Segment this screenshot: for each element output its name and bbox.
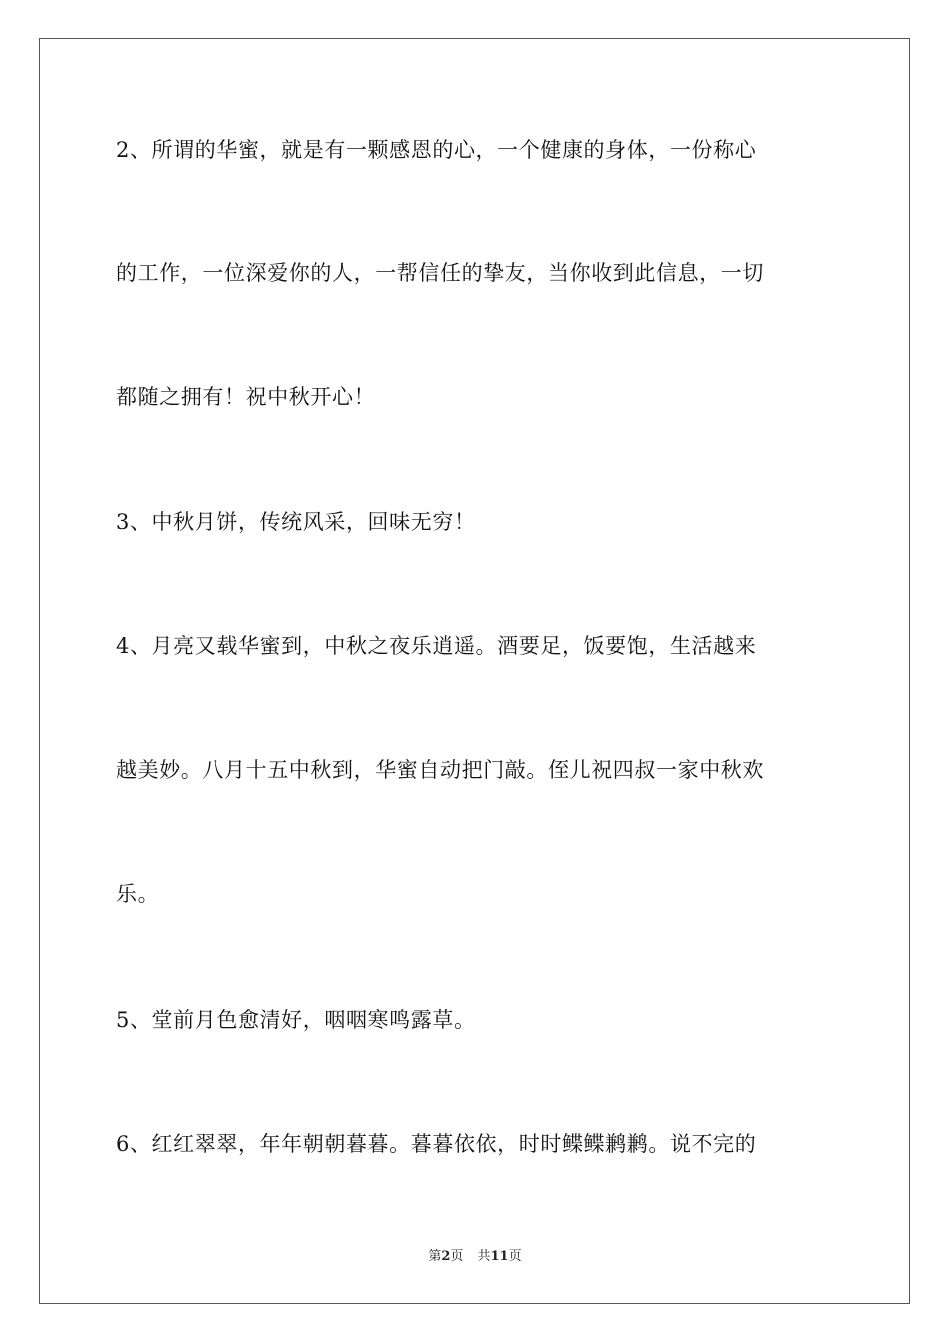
page-footer [0,1248,950,1266]
text-line: 乐。 [116,882,160,906]
text-line: 的工作，一位深爱你的人，一帮信任的挚友，当你收到此信息，一切 [116,261,764,285]
page-number: 2 [441,1249,451,1264]
text-line: 6、红红翠翠，年年朝朝暮暮。暮暮依依，时时鲽鲽鹣鹣。说不完的 [116,1132,757,1156]
text-line: 2、所谓的华蜜，就是有一颗感恩的心，一个健康的身体，一份称心 [116,138,757,162]
text-line: 5、堂前月色愈清好，咽咽寒鸣露草。 [116,1008,476,1032]
text-line: 4、月亮又载华蜜到，中秋之夜乐逍遥。酒要足，饭要饱，生活越来 [116,634,757,658]
text-line: 3、中秋月饼，传统风采，回味无穷！ [116,510,476,534]
total-prefix: 共 [477,1249,491,1264]
page-border [39,38,910,1304]
total-pages: 11 [490,1249,509,1264]
page-suffix: 页 [450,1249,464,1264]
page-prefix: 第 [428,1249,442,1264]
text-line: 越美妙。八月十五中秋到，华蜜自动把门敲。侄儿祝四叔一家中秋欢 [116,758,764,782]
total-suffix: 页 [508,1249,522,1264]
text-line: 都随之拥有！祝中秋开心！ [116,385,376,409]
